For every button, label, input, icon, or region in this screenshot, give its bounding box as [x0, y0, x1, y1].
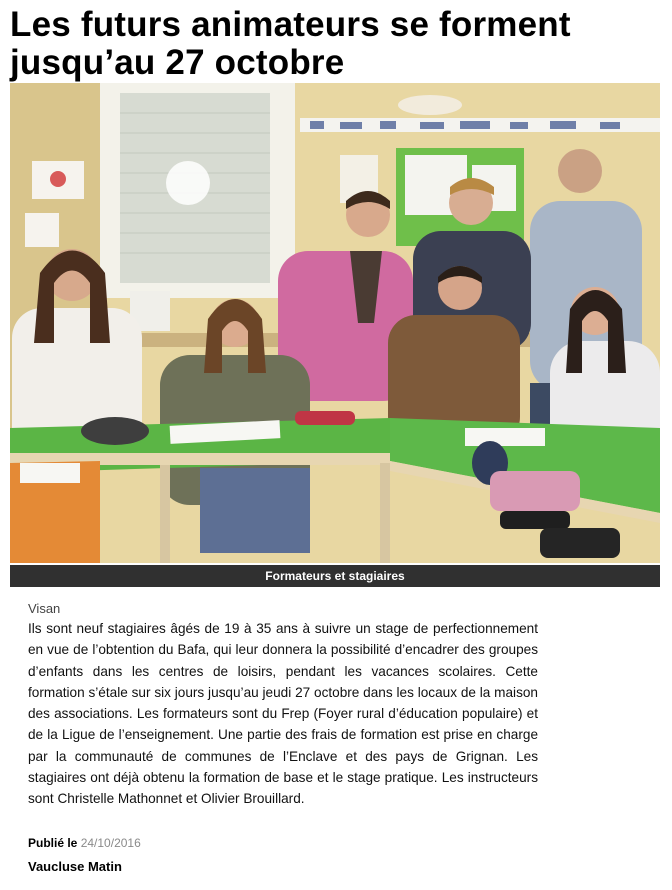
article-headline: Les futurs animateurs se forment jusqu’au 27 octobre [10, 5, 571, 82]
article-body: Ils sont neuf stagiaires âgés de 19 à 35 ans à suivre un stage de perfectionnement en vue de l’obtention du Bafa, qui leur donnera la possibilité d’encadrer des groupes d’enfants dans les centres de loisirs, pendant les vacances scolaires. Cette formation s’étale sur six jours jusqu’au jeudi 27 octobre dans les locaux de la maison des associations. Les formateurs sont du Frep (Foyer rural d’éducation populaire) et de la Ligue de l’enseignement. Une partie des frais de formation est prise en charge par la communauté de communes de l’Enclave et des pays de Grignan. Les stagiaires ont déjà obtenu la formation de base et le stage pratique. Les instructeurs sont Christelle Mathonnet et Olivier Brouillard. [28, 621, 538, 807]
photo-caption: Formateurs et stagiaires [10, 565, 660, 587]
article-photo [10, 83, 660, 563]
source-name: Vaucluse Matin [28, 859, 122, 874]
published-line [28, 836, 141, 850]
published-label: Publié le [28, 836, 78, 850]
published-date: 24/10/2016 [80, 836, 141, 850]
dateline: Visan [28, 601, 61, 616]
